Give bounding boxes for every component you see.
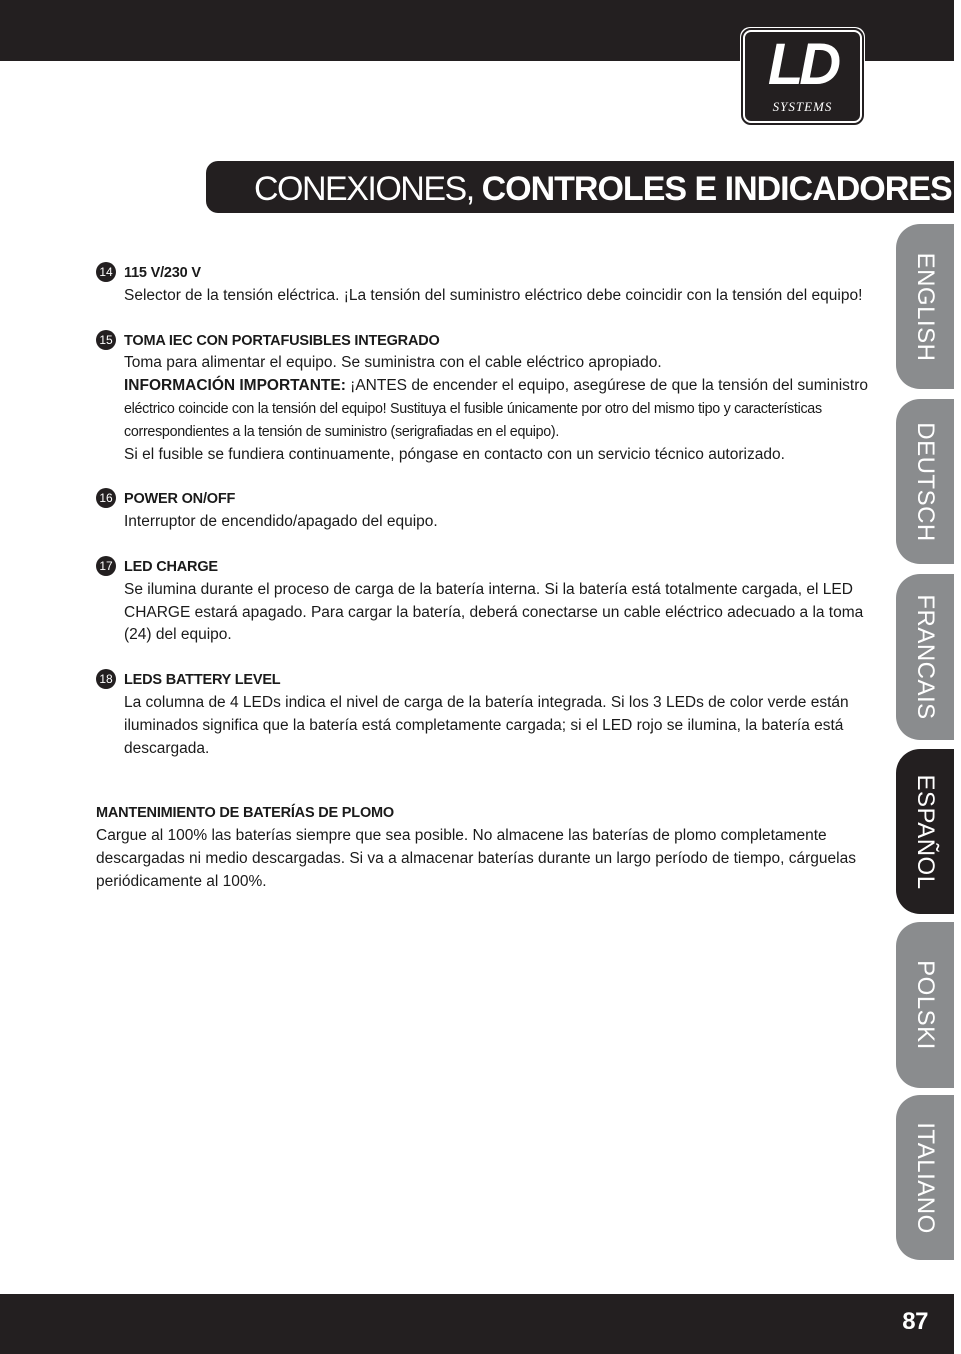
tab-polski[interactable] [896,922,954,1088]
item-number-badge: 17 [96,556,116,576]
item-text-line: eléctrico coincide con la tensión del equipo! Sustituya el fusible únicamente por otro del mismo tipo y características [124,400,822,417]
item-text-line: Se ilumina durante el proceso de carga de la batería interna. Si la batería está totalmente cargada, el LED [124,580,853,598]
logo-text: LD [767,32,838,97]
item-14 [96,262,863,308]
item-text-line: Selector de la tensión eléctrica. ¡La tensión del suministro eléctrico debe coincidir con la tensión del equipo! [124,286,863,304]
item-16 [96,488,856,534]
item-text-line: Si el fusible se fundiera continuamente, póngase en contacto con un servicio técnico autorizado. [124,445,785,463]
main-content [96,262,869,894]
item-text-line: CHARGE estará apagado. Para cargar la batería, deberá conectarse un cable eléctrico adecuado a la toma [124,603,864,621]
tab-label: ENGLISH [912,252,939,361]
tab-espanol[interactable] [896,749,954,914]
item-18 [96,669,856,760]
item-title: POWER ON/OFF [124,491,236,508]
item-text-line: La columna de 4 LEDs indica el nivel de carga de la batería integrada. Si los 3 LEDs de color verde están [124,693,849,711]
item-text-line: correspondientes a la tensión de suministro (serigrafiadas en el equipo). [124,423,560,440]
important-label: INFORMACIÓN IMPORTANTE: [124,377,346,395]
tab-label: FRANCAIS [912,594,939,720]
important-line [124,375,869,398]
title-suffix: : [951,170,961,208]
section-text-line: Cargue al 100% las baterías siempre que sea posible. No almacene las baterías de plomo completamente [96,827,827,845]
item-17 [96,556,864,647]
section-title: MANTENIMIENTO DE BATERÍAS DE PLOMO [96,805,394,822]
item-number-badge: 18 [96,669,116,689]
page-number: 87 [902,1308,928,1335]
item-number-badge: 15 [96,330,116,350]
item-text-line: iluminados significa que la batería está completamente cargada; si el LED rojo se ilumina, la batería está [124,716,844,734]
item-text-line: descargada. [124,739,210,757]
item-15 [96,330,869,467]
page-title [206,161,961,213]
section-text-line: periódicamente al 100%. [96,872,267,890]
item-title: LED CHARGE [124,558,218,575]
item-number-badge: 14 [96,262,116,282]
item-title: TOMA IEC CON PORTAFUSIBLES INTEGRADO [124,332,440,349]
logo-badge [743,30,862,123]
item-title: LEDS BATTERY LEVEL [124,672,281,689]
tab-label: ITALIANO [912,1121,939,1234]
bottom-bar [0,1294,954,1354]
tab-italiano[interactable] [896,1095,954,1260]
tab-deutsch[interactable] [896,399,954,564]
item-text-line: (24) del equipo. [124,626,232,644]
logo-subtext: SYSTEMS [772,99,833,114]
section-text-line: descargadas ni medio descargadas. Si va a almacenar baterías durante un largo período de tiempo, cárguelas [96,849,856,867]
maintenance-section [96,802,856,893]
item-text-line: Toma para alimentar el equipo. Se suministra con el cable eléctrico apropiado. [124,354,662,372]
tab-english[interactable] [896,224,954,389]
item-text-line: Interruptor de encendido/apagado del equipo. [124,513,438,531]
item-number-badge: 16 [96,488,116,508]
tab-label: POLSKI [912,960,939,1050]
tab-label: ESPAÑOL [912,773,939,890]
title-bold-part: CONTROLES E INDICADORES [481,170,952,208]
item-title: 115 V/230 V [124,265,201,281]
tab-francais[interactable] [896,574,954,740]
tab-label: DEUTSCH [912,421,939,542]
title-light-part: CONEXIONES, [254,170,482,208]
item-text-line: ¡ANTES de encender el equipo, asegúrese de que la tensión del suministro [350,377,869,395]
ld-systems-logo [740,27,865,126]
